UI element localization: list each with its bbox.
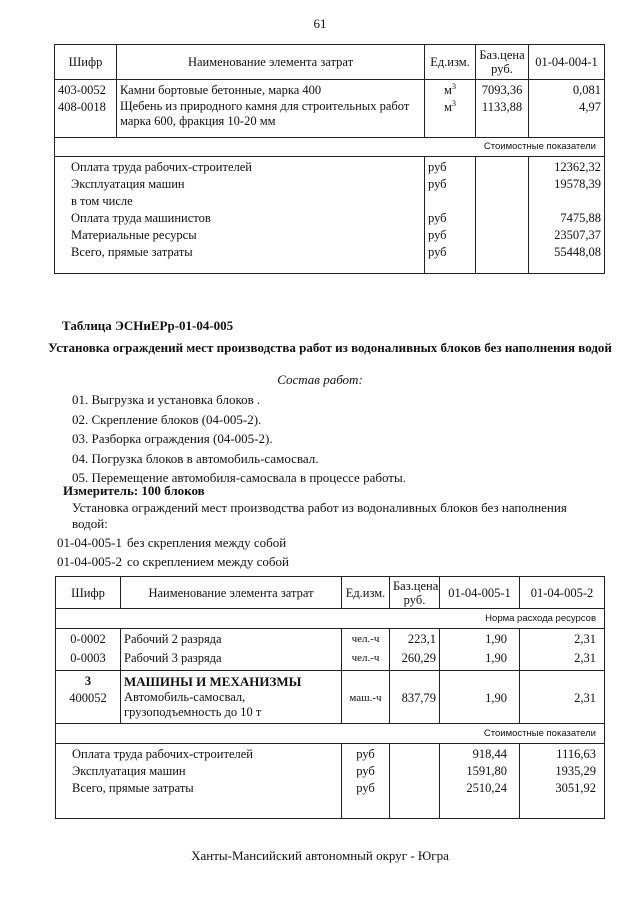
- empty-cell: [476, 227, 529, 244]
- cost-unit: руб: [342, 763, 390, 780]
- resource-table-01-04-005: [55, 576, 605, 819]
- cost-unit: руб: [425, 156, 476, 176]
- table-header-row: [55, 45, 605, 80]
- row-name: Щебень из природного камня для строительных работ марка 600, фракция 10-20 мм: [117, 99, 425, 137]
- work-item: 05. Перемещение автомобиля-самосвала в процессе работы.: [72, 470, 406, 485]
- table-heading: Установка ограждений мест производства работ из водоналивных блоков без наполнения водой: [48, 340, 612, 355]
- page-footer: Ханты-Мансийский автономный округ - Югра: [191, 848, 449, 863]
- col-header-variant-2: 01-04-005-2: [520, 577, 605, 609]
- variant-code: 01-04-005-2: [57, 554, 122, 569]
- row-value-1: 1,90: [440, 650, 520, 671]
- cost-row: [55, 210, 605, 227]
- row-code: 0-0003: [56, 650, 121, 671]
- work-item: 01. Выгрузка и установка блоков .: [72, 392, 261, 407]
- col-header-unit: Ед.изм.: [342, 577, 390, 609]
- col-header-code: Шифр: [56, 577, 121, 609]
- cost-value: [529, 193, 605, 210]
- section-row: [56, 609, 605, 629]
- row-value-1: 1,90: [440, 671, 520, 724]
- cost-row: [56, 744, 605, 764]
- row-unit: чел.-ч: [342, 650, 390, 671]
- table-header-row: [56, 577, 605, 609]
- group-codes: [56, 671, 121, 724]
- item-name: Автомобиль-самосвал, грузоподъемность до 10 т: [124, 690, 262, 719]
- cost-unit: руб: [342, 744, 390, 764]
- resource-table-01-04-004: [54, 44, 605, 274]
- cost-value-2: 3051,92: [520, 780, 605, 818]
- row-price: 223,1: [390, 629, 440, 650]
- work-item: 03. Разборка ограждения (04-005-2).: [72, 431, 273, 446]
- row-value-1: 1,90: [440, 629, 520, 650]
- measure-label: Измеритель: 100 блоков: [63, 483, 205, 498]
- row-price: 260,29: [390, 650, 440, 671]
- empty-cell: [476, 210, 529, 227]
- section-row: [56, 724, 605, 744]
- cost-unit: руб: [425, 210, 476, 227]
- row-code: 408-0018: [55, 99, 117, 137]
- cost-name: Эксплуатация машин: [55, 176, 425, 193]
- col-header-price: Баз.цена руб.: [390, 577, 440, 609]
- cost-name: Оплата труда рабочих-строителей: [56, 744, 342, 764]
- cost-row: [56, 763, 605, 780]
- col-header-norm: 01-04-004-1: [529, 45, 605, 80]
- work-composition-label: Состав работ:: [277, 372, 363, 387]
- group-code: 3: [84, 674, 92, 688]
- measure-description: Установка ограждений мест производства работ из водоналивных блоков без наполнения водой:: [72, 500, 567, 531]
- cost-value: 12362,32: [529, 156, 605, 176]
- cost-name: Всего, прямые затраты: [55, 244, 425, 274]
- cost-value-2: 1116,63: [520, 744, 605, 764]
- cost-row: [55, 227, 605, 244]
- cost-name: в том числе: [55, 193, 425, 210]
- table-row: [55, 80, 605, 100]
- cost-value-1: 1591,80: [440, 763, 520, 780]
- cost-unit: руб: [425, 176, 476, 193]
- empty-cell: [476, 244, 529, 274]
- cost-row: [55, 156, 605, 176]
- empty-cell: [476, 193, 529, 210]
- item-code: 400052: [69, 691, 107, 705]
- cost-row: [55, 193, 605, 210]
- table-row: [55, 99, 605, 137]
- row-name: Камни бортовые бетонные, марка 400: [117, 80, 425, 100]
- row-name: Рабочий 3 разряда: [121, 650, 342, 671]
- cost-row: [55, 244, 605, 274]
- empty-cell: [390, 744, 440, 764]
- table-row: [56, 629, 605, 650]
- section-label: Стоимостные показатели: [56, 724, 605, 744]
- empty-cell: [390, 763, 440, 780]
- variant-list: [57, 533, 289, 571]
- col-header-code: Шифр: [55, 45, 117, 80]
- row-unit: $м^3$: [425, 99, 476, 137]
- row-value: 4,97: [529, 99, 605, 137]
- row-code: 403-0052: [55, 80, 117, 100]
- cost-value: 7475,88: [529, 210, 605, 227]
- cost-unit: руб: [342, 780, 390, 818]
- cost-row: [55, 176, 605, 193]
- variant-item: [57, 552, 289, 571]
- row-value-2: 2,31: [520, 671, 605, 724]
- empty-cell: [390, 780, 440, 818]
- row-unit: чел.-ч: [342, 629, 390, 650]
- cost-value: 55448,08: [529, 244, 605, 274]
- col-header-unit: Ед.изм.: [425, 45, 476, 80]
- col-header-name: Наименование элемента затрат: [117, 45, 425, 80]
- cost-value-2: 1935,29: [520, 763, 605, 780]
- row-value: 0,081: [529, 80, 605, 100]
- cost-name: Эксплуатация машин: [56, 763, 342, 780]
- row-code: 0-0002: [56, 629, 121, 650]
- work-item: 02. Скрепление блоков (04-005-2).: [72, 411, 262, 427]
- group-names: [121, 671, 342, 724]
- group-title: МАШИНЫ И МЕХАНИЗМЫ: [124, 674, 302, 689]
- row-price: 1133,88: [476, 99, 529, 137]
- col-header-price: Баз.цена руб.: [476, 45, 529, 80]
- row-price: 837,79: [390, 671, 440, 724]
- work-item: 04. Погрузка блоков в автомобиль-самосвал.: [72, 450, 319, 466]
- row-name: Рабочий 2 разряда: [121, 629, 342, 650]
- col-header-variant-1: 01-04-005-1: [440, 577, 520, 609]
- row-unit: маш.-ч: [342, 671, 390, 724]
- variant-item: [57, 533, 289, 552]
- page-number: 61: [313, 16, 327, 31]
- cost-name: Материальные ресурсы: [55, 227, 425, 244]
- cost-unit: [425, 193, 476, 210]
- table-title: Таблица ЭСНиЕРр-01-04-005: [62, 318, 234, 333]
- norm-label: Норма расхода ресурсов: [56, 609, 605, 629]
- empty-cell: [476, 156, 529, 176]
- cost-value: 23507,37: [529, 227, 605, 244]
- section-label: Стоимостные показатели: [55, 137, 605, 156]
- cost-row: [56, 780, 605, 818]
- row-value-2: 2,31: [520, 629, 605, 650]
- section-row: [55, 137, 605, 156]
- empty-cell: [476, 176, 529, 193]
- col-header-name: Наименование элемента затрат: [121, 577, 342, 609]
- cost-unit: руб: [425, 244, 476, 274]
- row-unit: $м^3$: [425, 80, 476, 100]
- row-value-2: 2,31: [520, 650, 605, 671]
- cost-name: Оплата труда рабочих-строителей: [55, 156, 425, 176]
- row-price: 7093,36: [476, 80, 529, 100]
- table-row: [56, 650, 605, 671]
- variant-desc: со скреплением между собой: [127, 554, 289, 569]
- cost-value-1: 2510,24: [440, 780, 520, 818]
- cost-name: Оплата труда машинистов: [55, 210, 425, 227]
- cost-unit: руб: [425, 227, 476, 244]
- variant-code: 01-04-005-1: [57, 535, 122, 550]
- work-list: [72, 390, 406, 488]
- cost-name: Всего, прямые затраты: [56, 780, 342, 818]
- group-row: [56, 671, 605, 724]
- cost-value-1: 918,44: [440, 744, 520, 764]
- variant-desc: без скрепления между собой: [127, 535, 287, 550]
- cost-value: 19578,39: [529, 176, 605, 193]
